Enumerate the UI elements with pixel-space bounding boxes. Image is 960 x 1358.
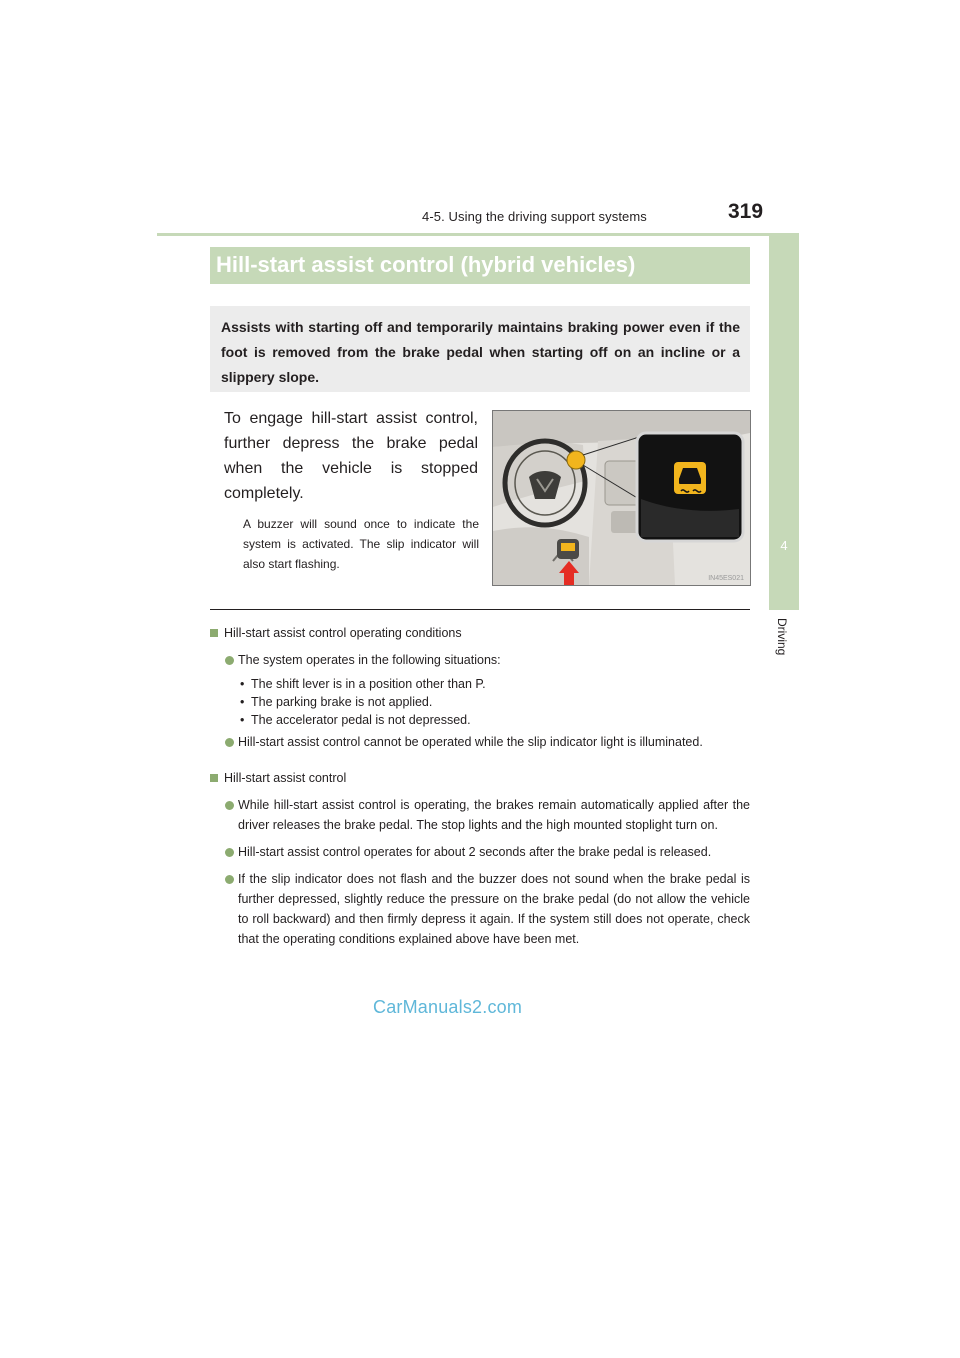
notes-heading: Hill-start assist control operating conditions xyxy=(210,623,750,643)
notes-area xyxy=(210,621,750,949)
chapter-side-label: Driving xyxy=(775,618,789,656)
round-bullet-icon xyxy=(225,738,234,747)
round-bullet-icon xyxy=(225,801,234,810)
section-header-title: 4-5. Using the driving support systems xyxy=(422,209,647,224)
square-bullet-icon xyxy=(210,629,218,637)
page-number: 319 xyxy=(728,200,764,223)
dashboard-drawing xyxy=(493,411,750,585)
sub-list-item: • The shift lever is in a position other than P. xyxy=(240,677,486,691)
page-title: Hill-start assist control (hybrid vehicles) xyxy=(216,252,636,277)
chapter-side-tab xyxy=(769,236,799,610)
intro-text: Assists with starting off and temporarily maintains braking power even if the foot is removed from the brake pedal when starting off on an incline or a slippery slope. xyxy=(221,319,740,385)
sub-list-item: • The accelerator pedal is not depressed. xyxy=(240,713,471,727)
section-rule xyxy=(210,609,750,610)
notes-heading: Hill-start assist control xyxy=(210,768,750,788)
round-bullet-icon xyxy=(225,656,234,665)
intro-box xyxy=(210,306,750,392)
dashboard-illustration xyxy=(492,410,751,586)
list-item: Hill-start assist control cannot be operated while the slip indicator light is illuminated. xyxy=(210,732,750,752)
title-bar xyxy=(210,247,750,284)
illustration-code: IN45ES021 xyxy=(708,575,744,582)
square-bullet-icon xyxy=(210,774,218,782)
chapter-tab-number: 4 xyxy=(780,538,788,553)
list-item: Hill-start assist control operates for about 2 seconds after the brake pedal is released. xyxy=(210,842,750,862)
list-item: While hill-start assist control is operating, the brakes remain automatically applied after the driver releases the brake pedal. The stop lights and the high mounted stoplight turn on. xyxy=(210,795,750,835)
watermark: CarManuals2.com xyxy=(373,997,523,1017)
body-instruction: To engage hill-start assist control, further depress the brake pedal when the vehicle is stopped completely. xyxy=(224,410,478,502)
body-note: A buzzer will sound once to indicate the system is activated. The slip indicator will also start flashing. xyxy=(243,517,479,571)
list-item: If the slip indicator does not flash and the buzzer does not sound when the brake pedal is further depressed, slightly reduce the pressure on the brake pedal (do not allow the vehicle to roll backward) and then firmly depress it again. If the system still does not operate, check that the operating conditions explained above have been met. xyxy=(210,869,750,949)
header-rule xyxy=(157,233,799,236)
round-bullet-icon xyxy=(225,848,234,857)
sub-list-item: • The parking brake is not applied. xyxy=(240,695,433,709)
list-item: The system operates in the following situations: xyxy=(210,650,750,670)
round-bullet-icon xyxy=(225,875,234,884)
